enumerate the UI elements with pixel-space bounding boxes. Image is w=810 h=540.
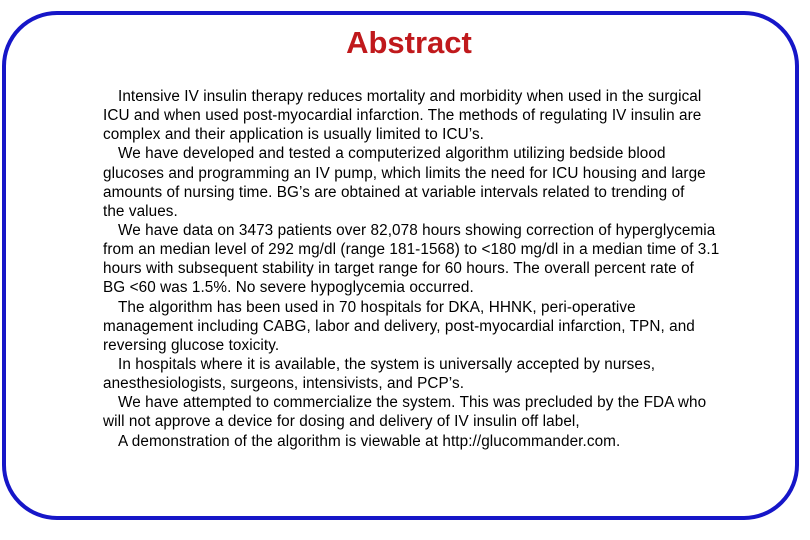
- abstract-text: [103, 87, 788, 451]
- abstract-line: management including CABG, labor and delivery, post-myocardial infarction, TPN, and: [103, 317, 695, 335]
- slide-title: Abstract: [346, 25, 472, 60]
- abstract-line: We have attempted to commercialize the system. This was precluded by the FDA who: [118, 394, 707, 412]
- abstract-line: We have data on 3473 patients over 82,078 hours showing correction of hyperglycemia: [118, 221, 716, 239]
- abstract-line: complex and their application is usually limited to ICU’s.: [103, 126, 485, 144]
- abstract-line: ICU and when used post-myocardial infarction. The methods of regulating IV insulin are: [103, 107, 702, 125]
- abstract-line: reversing glucose toxicity.: [103, 336, 280, 354]
- abstract-line: amounts of nursing time. BG’s are obtained at variable intervals related to trending of: [103, 183, 685, 201]
- abstract-line: BG <60 was 1.5%. No severe hypoglycemia occurred.: [103, 279, 474, 297]
- abstract-line: glucoses and programming an IV pump, which limits the need for ICU housing and large: [103, 164, 706, 182]
- abstract-line: In hospitals where it is available, the system is universally accepted by nurses,: [118, 355, 656, 373]
- abstract-line: will not approve a device for dosing and delivery of IV insulin off label,: [103, 413, 580, 431]
- abstract-line: the values.: [103, 202, 178, 220]
- abstract-line: We have developed and tested a computerized algorithm utilizing bedside blood: [118, 145, 666, 163]
- abstract-line: hours with subsequent stability in target range for 60 hours. The overall percent rate of: [103, 260, 694, 278]
- abstract-line: anesthesiologists, surgeons, intensivists, and PCP’s.: [103, 375, 465, 393]
- abstract-line: Intensive IV insulin therapy reduces mortality and morbidity when used in the surgical: [118, 88, 702, 105]
- abstract-line: from an median level of 292 mg/dl (range 181-1568) to <180 mg/dl in a median time of 3.1: [103, 241, 720, 259]
- abstract-line: A demonstration of the algorithm is viewable at http://glucommander.com.: [118, 432, 621, 450]
- abstract-line: The algorithm has been used in 70 hospitals for DKA, HHNK, peri-operative: [118, 298, 636, 316]
